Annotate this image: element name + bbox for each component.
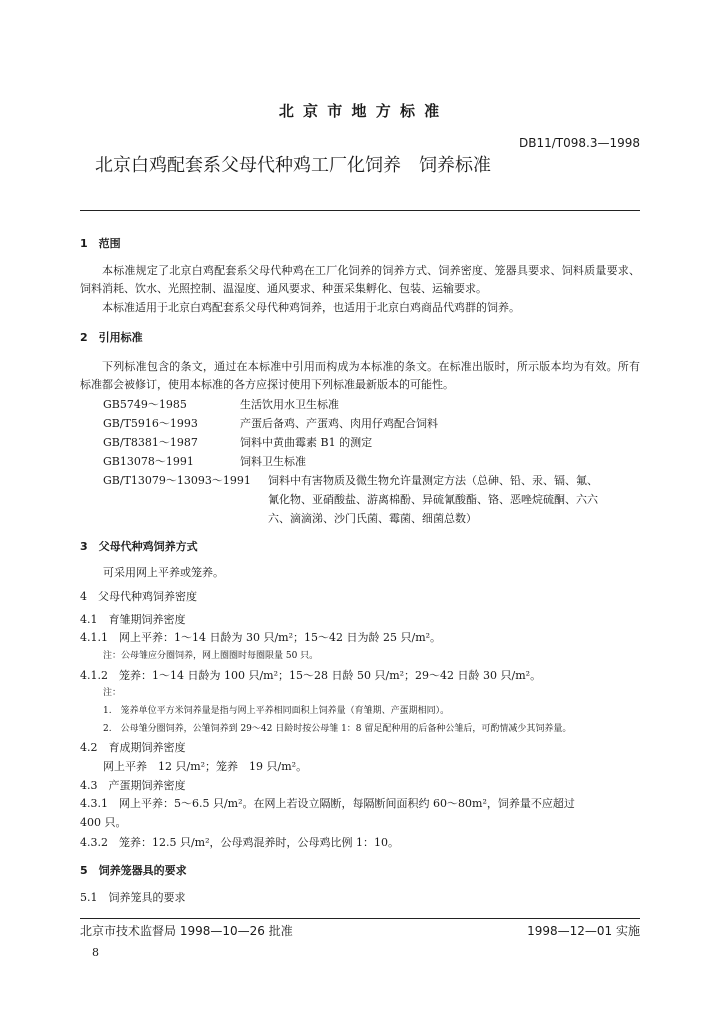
item-4-3-1-cont: 400 只。	[80, 816, 127, 829]
section-2-para-1: 下列标准包含的条文，通过在本标准中引用而构成为本标准的条文。在标准出版时，所示版本均为有效。所有标准都会被修订，使用本标准的各方应探讨使用下列标准最新版本的可能性。	[80, 360, 640, 391]
item-4-3-2: 4.3.2 笼养：12.5 只/m²，公母鸡混养时，公母鸡比例 1：10。	[80, 836, 400, 849]
ref-code: GB/T5916～1993	[103, 417, 198, 430]
issuing-org: 北 京 市 地 方 标 准	[278, 102, 442, 120]
footer-rule	[80, 918, 640, 919]
section-1-para-1: 本标准规定了北京白鸡配套系父母代种鸡在工厂化饲养的饲养方式、饲养密度、笼器具要求、饲料质量要求、饲料消耗、饮水、光照控制、温湿度、通风要求、种蛋采集孵化、包装、运输要求。	[80, 264, 640, 295]
section-3-para-1: 可采用网上平养或笼养。	[103, 566, 224, 579]
ref-title: 饲料卫生标准	[240, 455, 306, 468]
subsection-4-2: 4.2 育成期饲养密度	[80, 741, 186, 754]
ref-title: 饲料中黄曲霉素 B1 的测定	[240, 436, 373, 449]
document-title: 北京白鸡配套系父母代种鸡工厂化饲养 饲养标准	[95, 155, 491, 176]
note-4-1-2-a: 1. 笼养单位平方米饲养量是指与网上平养相同面积上饲养量（育雏期、产蛋期相同）。	[103, 706, 450, 716]
standard-code: DB11/T098.3—1998	[518, 136, 640, 150]
ref-code: GB/T8381～1987	[103, 436, 198, 449]
section-1-heading: 1 范围	[80, 237, 121, 250]
section-4-heading: 4 父母代种鸡饲养密度	[80, 590, 197, 603]
section-2-heading: 2 引用标准	[80, 331, 143, 344]
note-4-1-2-heading: 注：	[103, 688, 122, 698]
item-4-1-2: 4.1.2 笼养：1～14 日龄为 100 只/m²；15～28 日龄 50 只/m²；29～42 日龄 30 只/m²。	[80, 669, 542, 682]
ref-code: GB/T13079～13093～1991	[103, 474, 251, 487]
ref-code: GB5749～1985	[103, 398, 187, 411]
ref-title-cont: 氰化物、亚硝酸盐、游离棉酚、异硫氰酸酯、铬、恶唑烷硫酮、六六	[268, 493, 598, 506]
ref-title: 生活饮用水卫生标准	[240, 398, 339, 411]
section-1-para-2: 本标准适用于北京白鸡配套系父母代种鸡饲养，也适用于北京白鸡商品代鸡群的饲养。	[102, 301, 520, 314]
title-rule	[80, 210, 640, 211]
ref-title: 饲料中有害物质及微生物允许量测定方法（总砷、铅、汞、镉、氟、	[268, 474, 598, 487]
ref-code: GB13078～1991	[103, 455, 194, 468]
para-4-2: 网上平养 12 只/m²；笼养 19 只/m²。	[103, 760, 308, 773]
note-4-1-1: 注：公母雏应分圈饲养，网上圈圈时每圈限量 50 只。	[103, 651, 319, 661]
ref-title: 产蛋后备鸡、产蛋鸡、肉用仔鸡配合饲料	[240, 417, 438, 430]
section-3-heading: 3 父母代种鸡饲养方式	[80, 540, 198, 553]
note-4-1-2-b: 2. 公母雏分圈饲养，公雏饲养到 29～42 日龄时按公母雏 1：8 留足配种用的后备种公雏后，可酌情减少其饲养量。	[103, 724, 572, 734]
section-5-heading: 5 饲养笼器具的要求	[80, 864, 187, 877]
subsection-4-3: 4.3 产蛋期饲养密度	[80, 779, 186, 792]
item-4-3-1: 4.3.1 网上平养：5～6.5 只/m²。在网上若设立隔断，每隔断间面积约 60～80m²，饲养量不应超过	[80, 797, 575, 810]
subsection-4-1: 4.1 育雏期饲养密度	[80, 613, 186, 626]
footer-effective: 1998—12—01 实施	[527, 924, 640, 938]
ref-title-cont: 六、滴滴涕、沙门氏菌、霉菌、细菌总数）	[268, 512, 477, 525]
item-4-1-1: 4.1.1 网上平养：1～14 日龄为 30 只/m²；15～42 日为龄 25 只/m²。	[80, 631, 442, 644]
subsection-5-1: 5.1 饲养笼具的要求	[80, 891, 186, 904]
page-number: 8	[92, 946, 99, 959]
footer-issuer: 北京市技术监督局 1998—10—26 批准	[80, 924, 293, 938]
